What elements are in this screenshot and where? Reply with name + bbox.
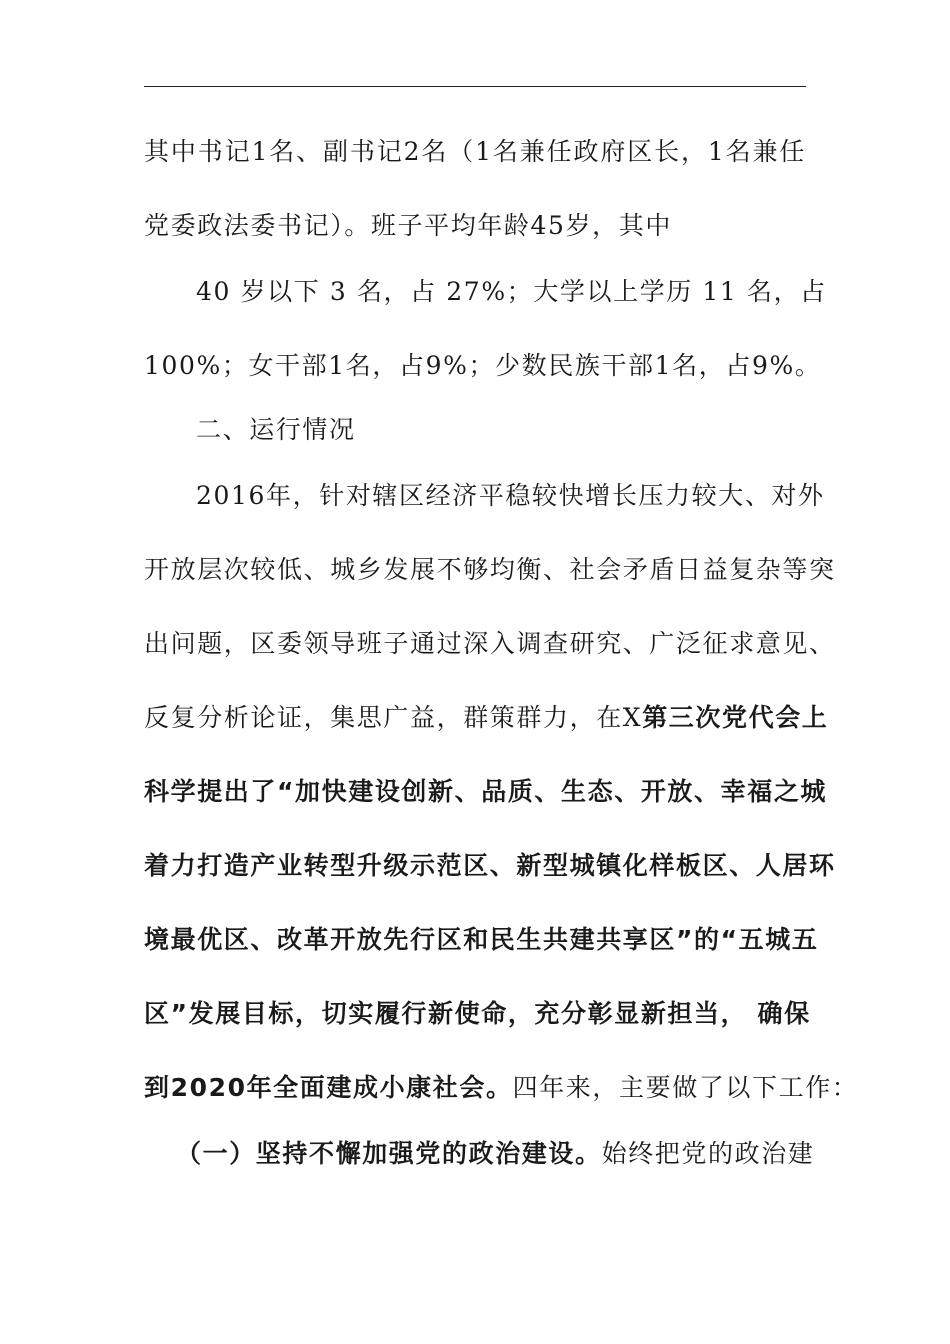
text-segment: 2016年，针对辖区经济平稳较快增长压力较大、对外 <box>196 481 825 510</box>
bold-text-segment: 区”发展目标，切实履行新使命，充分彰显新担当， 确保 <box>144 999 811 1028</box>
text-segment: 始终把党的政治建 <box>601 1139 815 1168</box>
paragraph-line-12 <box>144 922 819 958</box>
bold-text-segment: 科学提出了“加快建设创新、品质、生态、开放、幸福之城 <box>144 777 828 806</box>
paragraph-line-4 <box>144 348 822 384</box>
paragraph-line-2 <box>144 208 806 244</box>
paragraph-line-1 <box>144 134 806 170</box>
text-segment: 二、运行情况 <box>196 415 356 444</box>
paragraph-line-11 <box>144 848 836 884</box>
text-segment: 反复分析论证，集思广益，群策群力，在X <box>144 703 643 732</box>
subsection-heading-political-building <box>176 1136 815 1172</box>
text-segment: 其中书记1名、副书记2名（1名兼任政府区长，1名兼任 <box>144 137 806 166</box>
text-segment: 党委政法委书记）。班子平均年龄45岁，其中 <box>144 211 672 240</box>
bold-text-segment: 到2020年全面建成小康社会。 <box>144 1073 513 1102</box>
paragraph-line-6 <box>196 478 825 514</box>
paragraph-line-3 <box>196 274 827 310</box>
text-segment: 40 岁以下 3 名，占 27%；大学以上学历 11 名，占 <box>196 277 827 306</box>
bold-text-segment: 境最优区、改革开放先行区和民生共建共享区”的“五城五 <box>144 925 819 954</box>
text-segment: 出问题，区委领导班子通过深入调查研究、广泛征求意见、 <box>144 629 836 658</box>
header-rule <box>144 86 806 87</box>
section-heading-operation <box>196 412 806 448</box>
paragraph-line-13 <box>144 996 811 1032</box>
bold-text-segment: （一）坚持不懈加强党的政治建设。 <box>176 1139 602 1168</box>
paragraph-line-10 <box>144 774 828 810</box>
text-segment: 100%；女干部1名，占9%；少数民族干部1名，占9%。 <box>144 351 822 380</box>
paragraph-line-14 <box>144 1070 859 1106</box>
text-segment: 四年来，主要做了以下工作： <box>512 1073 859 1102</box>
paragraph-line-9 <box>144 700 829 736</box>
paragraph-line-8 <box>144 626 836 662</box>
bold-text-segment: 着力打造产业转型升级示范区、新型城镇化样板区、人居环 <box>144 851 836 880</box>
bold-text-segment: 第三次党代会上 <box>642 703 829 732</box>
text-segment: 开放层次较低、城乡发展不够均衡、社会矛盾日益复杂等突 <box>144 555 836 584</box>
paragraph-line-7 <box>144 552 836 588</box>
